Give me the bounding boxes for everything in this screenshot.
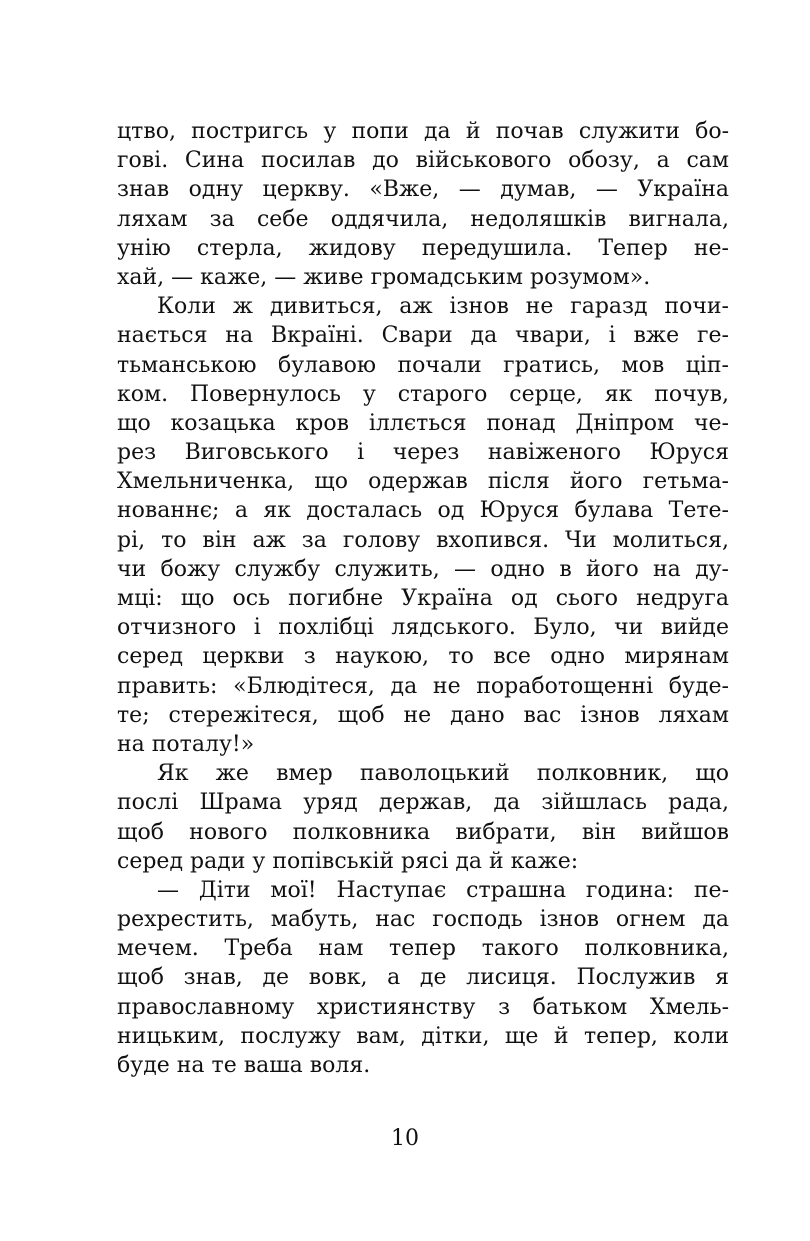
text-line: унію стерла, жидову передушила. Тепер не- [117, 235, 729, 261]
text-line: буде на те ваша воля. [117, 1053, 371, 1078]
text-line: ницьким, послужу вам, дітки, ще й тепер, коли [117, 1023, 729, 1049]
text-line: мці: що ось погибне Україна од сього недруга [117, 586, 729, 611]
text-line: рі, то він аж за голову вхопився. Чи молиться, [117, 527, 729, 553]
text-line: серед ради у попівській рясі да й каже: [117, 848, 579, 874]
text-line: цтво, постригсь у попи да й почав служити бо- [117, 119, 729, 144]
paragraph [117, 876, 729, 1080]
text-line: Хмельниченка, що одержав після його гетьма- [117, 469, 729, 495]
text-line: знав одну церкву. «Вже, — думав, — Україна [117, 177, 729, 203]
paragraph [117, 117, 729, 292]
page-number: 10 [391, 1126, 419, 1151]
text-line: ком. Повернулось у старого серце, як почув, [117, 381, 729, 407]
text-line: Коли ж дивиться, аж ізнов не гаразд почи- [157, 294, 729, 320]
text-line: тьманською булавою почали гратись, мов ціп- [117, 352, 729, 378]
text-line: отчизного і похлібці лядського. Було, чи вийде [117, 615, 729, 641]
text-line: хай, — каже, — живе громадським розумом». [117, 264, 651, 290]
text-line: нованнє; а як досталась од Юруся булава Тете- [117, 498, 729, 524]
paragraph [117, 292, 729, 759]
paragraph [117, 759, 729, 876]
text-line: те; стережітеся, щоб не дано вас ізнов ляхам [117, 702, 729, 728]
text-line: править: «Блюдітеся, да не поработощенні буде- [117, 673, 729, 699]
text-line: рехрестить, мабуть, нас господь ізнов огнем да [117, 907, 729, 933]
text-line: рез Виговського і через навіженого Юруся [117, 440, 729, 466]
text-line: нається на Вкраїні. Свари да чвари, і вже ге- [117, 323, 729, 349]
text-line: гові. Сина посилав до військового обозу, а сам [117, 148, 729, 174]
text-line: чи божу службу служить, — одно в його на ду- [117, 556, 729, 582]
text-line: мечем. Треба нам тепер такого полковника, [117, 936, 729, 962]
text-line: послі Шрама уряд держав, да зійшлась рада, [117, 790, 729, 816]
text-line: щоб нового полковника вибрати, він вийшов [117, 819, 729, 845]
text-line: Як же вмер паволоцький полковник, що [157, 761, 729, 787]
text-line: — Діти мої! Наступає страшна година: пе- [157, 877, 729, 903]
text-line: ляхам за себе оддячила, недоляшків вигнала, [117, 206, 729, 232]
text-line: на поталу!» [117, 731, 255, 757]
text-line: щоб знав, де вовк, а де лисиця. Послужив я [117, 965, 729, 991]
book-page-text [117, 117, 729, 1080]
text-line: що козацька кров іллється понад Дніпром че- [117, 410, 729, 436]
text-line: православному християнству з батьком Хмель- [117, 994, 729, 1020]
text-line: серед церкви з наукою, то все одно мирянам [117, 644, 729, 670]
